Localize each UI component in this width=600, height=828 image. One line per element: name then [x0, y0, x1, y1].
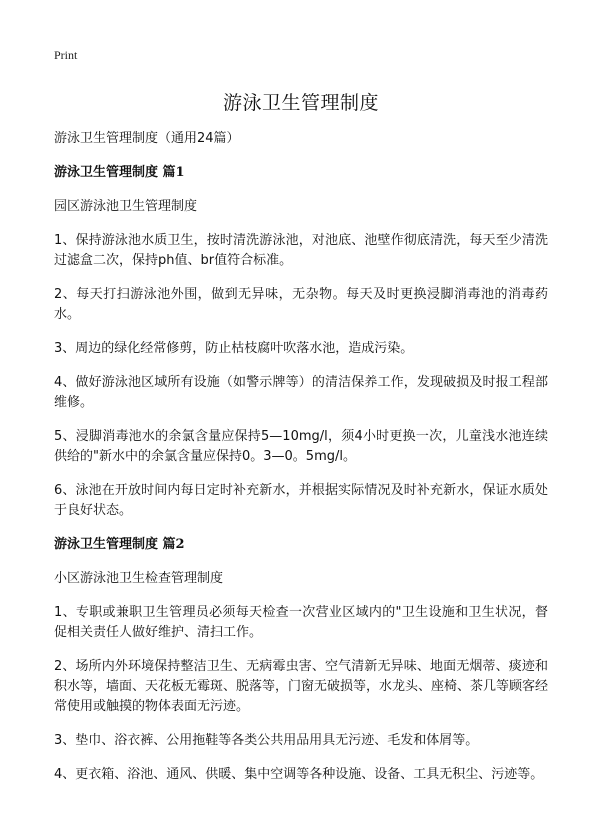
section-2-paragraph-4: 4、更衣箱、浴池、通风、供暖、集中空调等各种设施、设备、工具无积尘、污迹等。: [54, 767, 544, 782]
page-title: 游泳卫生管理制度: [222, 92, 379, 114]
section-2-paragraph-1: 1、专职或兼职卫生管理员必须每天检查一次营业区域内的"卫生设施和卫生状况，督促相关责任人做好维护、清扫工作。: [54, 605, 548, 640]
section-2-paragraph-2: 2、场所内外环境保持整洁卫生、无病霉虫害、空气清新无异味、地面无烟蒂、痰迹和积水等，墙面、天花板无霉斑、脱落等，门窗无破损等，水龙头、座椅、茶几等顾客经常使用或触摸的物体表面无污迹。: [54, 659, 549, 714]
section-1-subheading: 园区游泳池卫生管理制度: [54, 199, 198, 214]
section-1-paragraph-3: 3、周边的绿化经常修剪，防止枯枝腐叶吹落水池，造成污染。: [54, 341, 414, 356]
section-1-paragraph-6: 6、泳池在开放时间内每日定时补充新水，并根据实际情况及时补充新水，保证水质处于良好状态。: [54, 483, 548, 518]
section-1-paragraph-2: 2、每天打扫游泳池外围，做到无异味，无杂物。每天及时更换浸脚消毒池的消毒药水。: [54, 287, 548, 322]
section-1-paragraph-5: 5、浸脚消毒池水的余氯含量应保持5—10mg/l，须4小时更换一次，儿童浅水池连续供给的"新水中的余氯含量应保持0。3—0。5mg/l。: [54, 429, 548, 464]
section-2-heading: 游泳卫生管理制度 篇2: [54, 537, 185, 552]
section-2-subheading: 小区游泳池卫生检查管理制度: [54, 571, 224, 586]
section-1-paragraph-1: 1、保持游泳池水质卫生，按时清洗游泳池，对池底、池壁作彻底清洗，每天至少清洗过滤盒二次，保持ph值、br值符合标准。: [54, 233, 548, 268]
section-1-heading: 游泳卫生管理制度 篇1: [54, 165, 185, 180]
section-1-paragraph-4: 4、做好游泳池区域所有设施（如警示牌等）的清洁保养工作，发现破损及时报工程部维修。: [54, 375, 548, 410]
print-link[interactable]: Print: [54, 48, 78, 62]
document-subtitle: 游泳卫生管理制度（通用24篇）: [54, 131, 240, 146]
section-2-paragraph-3: 3、垫巾、浴衣裤、公用拖鞋等各类公共用品用具无污迹、毛发和体屑等。: [54, 733, 479, 748]
